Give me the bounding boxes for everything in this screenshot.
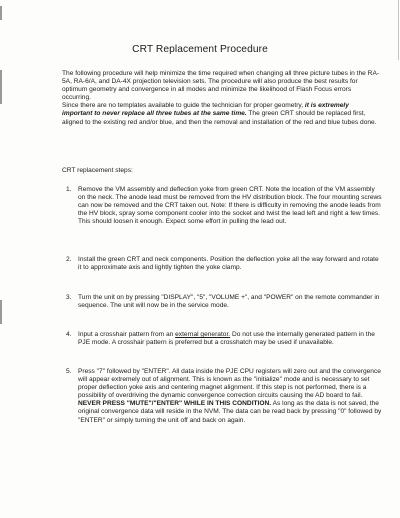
step-text: Turn the unit on by pressing "DISPLAY", "5", "VOLUME +", and "POWER" on the remote commander in sequence. The unit will now be in the service mode. [78,294,380,310]
step-number: 4. [66,331,72,338]
step-text-part: Do not use the internally generated pattern in the PJE mode. A crosshair pattern is preferred but a crosshatch may be used if unavailable. [78,331,375,347]
step-text: Remove the VM assembly and deflection yoke from green CRT. Note the location of the VM assembly on the neck. The anode lead must be removed from the HV distribution block. The four mounting screws can now be removed and the CRT taken out. Note: If there is difficulty in removing the anode leads from the HV block, spray some component cooler into the socket and twist the lead left and right a few times. This should loosen it enough. Expect some effort in pulling the lead out. [78,186,382,226]
step-number: 2. [66,256,72,263]
intro-paragraph: The following procedure will help minimize the time required when changing all three picture tubes in the RA-5A, RA-6/A, and DA-4X projection television sets. The procedure will also produce the best results for optimum geometry and convergence in all modes and minimize the likelihood of Flash Focus errors occurring. [62,70,380,102]
step-item [66,368,382,425]
intro-paragraph-start: Since there are no templates available to guide the technician for proper geometry, [62,102,304,110]
scan-edge-mark [0,6,2,20]
intro-text [62,70,380,127]
scan-edge-mark [0,300,2,324]
step-text-part: Input a crosshair pattern from an [78,331,174,338]
step-item [66,331,382,347]
step-number: 1. [66,186,72,193]
step-item [66,294,382,310]
step-number: 3. [66,294,72,301]
intro-warning: it is extremely important to never replace all three tubes at the same time. [62,102,349,118]
scan-edge-mark [0,70,2,104]
step-warning: NEVER PRESS "MUTE"/"ENTER" WHILE IN THIS CONDITION. [78,400,272,408]
step-text: Install the green CRT and neck components. Position the deflection yoke all the way forward and rotate it to approximate axis and lightly tighten the yoke clamp. [78,256,379,272]
step-text-part: Press "7" followed by "ENTER". All data inside the PJE CPU registers will zero out and the convergence will appear extremely out of alignment. This is known as the "initialize" mode and is necessary to set proper deflection yoke axis and centering magnet alignment. If this step is not performed, there is a possibility of overdriving the dynamic convergence correction circuits causing the AD board to fail. [78,368,381,400]
step-text [78,331,382,347]
step-text [78,368,382,425]
step-text-part: As long as the data is not saved, the original convergence data will reside in the NVM. The data can be read back by pressing "0" followed by "ENTER" or simply turning the unit off and back on again. [78,400,382,424]
step-text-underlined: external generator. [175,331,231,338]
step-item [66,256,382,272]
step-item [66,186,382,226]
step-number: 5. [66,368,72,375]
page-title: CRT Replacement Procedure [132,44,268,55]
steps-heading: CRT replacement steps: [62,167,133,174]
intro-paragraph-end: The green CRT should be replaced first, aligned to the existing red and/or blue, and then the removal and installation of the red and blue tubes done. [62,110,377,126]
